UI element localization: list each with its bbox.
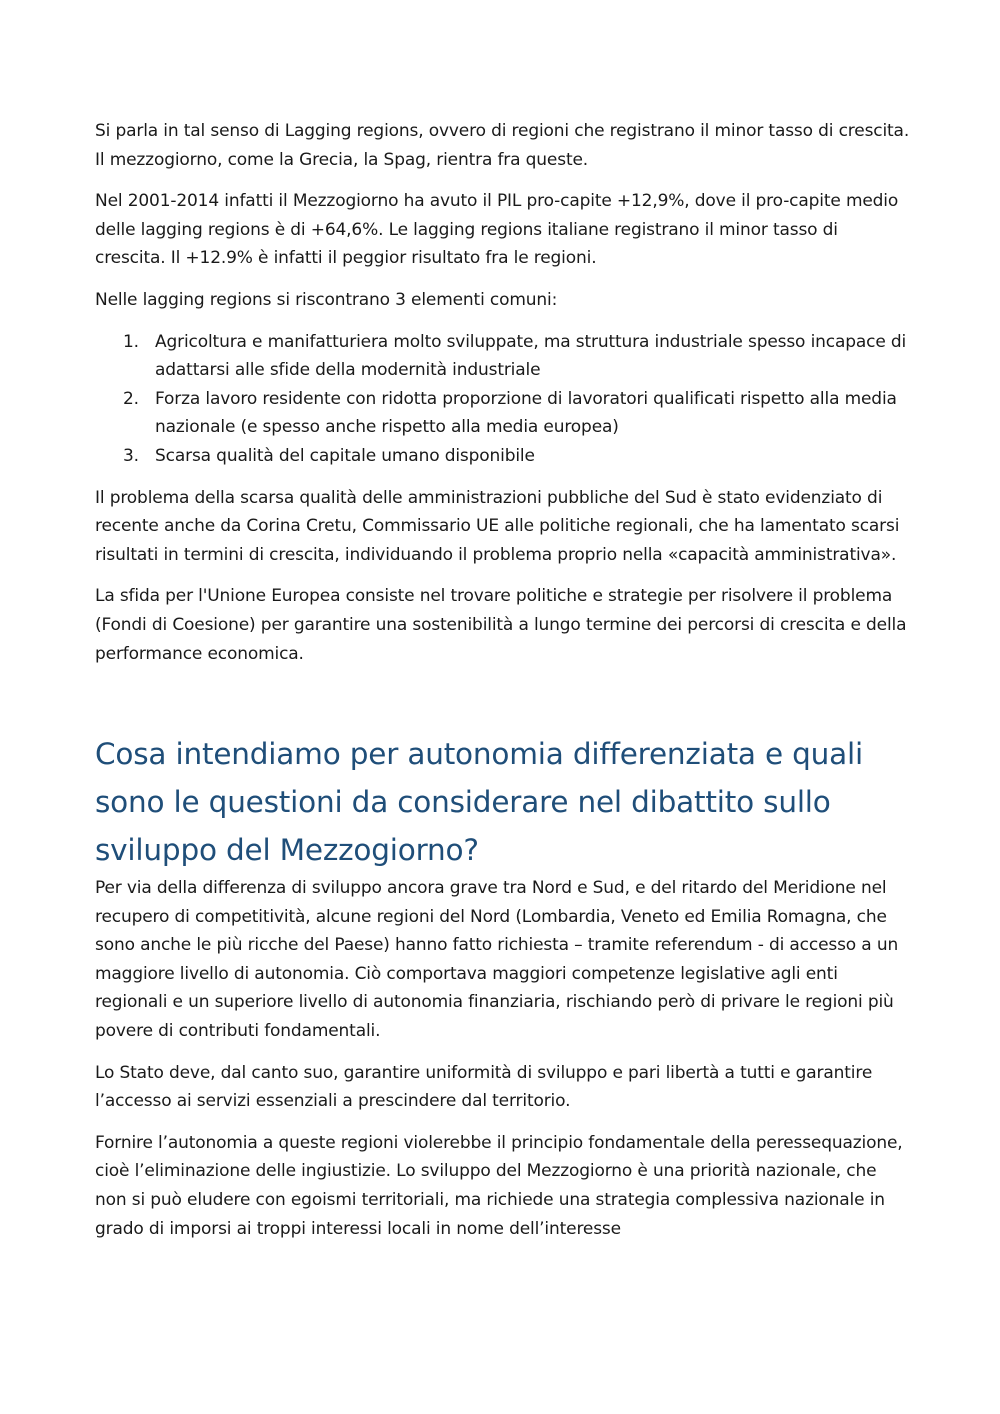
list-item-text: Forza lavoro residente con ridotta proporzione di lavoratori qualificati rispetto alla media nazionale (e spesso anche rispetto alla media europea) xyxy=(155,388,897,438)
list-item xyxy=(95,328,910,385)
paragraph-state-role: Lo Stato deve, dal canto suo, garantire uniformità di sviluppo e pari libertà a tutti e garantire l’accesso ai servizi essenziali a prescindere dal territorio. xyxy=(95,1062,873,1112)
list-item-number: 3. xyxy=(123,445,139,466)
section-heading: Cosa intendiamo per autonomia differenziata e quali sono le questioni da considerare nel dibattito sullo sviluppo del Mezzogiorno? xyxy=(95,737,864,868)
list-item-number: 1. xyxy=(123,331,139,352)
paragraph-common-elements-intro: Nelle lagging regions si riscontrano 3 elementi comuni: xyxy=(95,289,558,310)
paragraph-public-administration: Il problema della scarsa qualità delle amministrazioni pubbliche del Sud è stato evidenziato di recente anche da Corina Cretu, Commissario UE alle politiche regionali, che ha lamentato scarsi risultati in termini di crescita, individuando il problema proprio nella «capacità amministrativa». xyxy=(95,487,900,565)
paragraph-equalization: Fornire l’autonomia a queste regioni violerebbe il principio fondamentale della peressequazione, cioè l’eliminazione delle ingiustizie. Lo sviluppo del Mezzogiorno è una priorità nazionale, che non si può eludere con egoismi territoriali, ma richiede una strategia complessiva nazionale in grado di imporsi ai troppi interessi locali in nome dell’interesse xyxy=(95,1132,903,1239)
paragraph-eu-challenge: La sfida per l'Unione Europea consiste nel trovare politiche e strategie per risolvere il problema (Fondi di Coesione) per garantire una sostenibilità a lungo termine dei percorsi di crescita e della performance economica. xyxy=(95,586,907,664)
paragraph-lagging-regions: Si parla in tal senso di Lagging regions, ovvero di regioni che registrano il minor tasso di crescita. Il mezzogiorno, come la Grecia, la Spag, rientra fra queste. xyxy=(95,121,910,170)
list-item-text: Scarsa qualità del capitale umano disponibile xyxy=(155,445,535,466)
list-item-number: 2. xyxy=(123,388,139,409)
paragraph-pil-statistics: Nel 2001-2014 infatti il Mezzogiorno ha avuto il PIL pro-capite +12,9%, dove il pro-capite medio delle lagging regions è di +64,6%. Le lagging regions italiane registrano il minor tasso di crescita. Il +12.9% è infatti il peggior risultato fra le regioni. xyxy=(95,191,899,269)
common-elements-list xyxy=(95,328,910,471)
list-item xyxy=(95,442,910,471)
list-item xyxy=(95,385,910,442)
document-page xyxy=(95,117,910,1256)
paragraph-north-south-autonomy: Per via della differenza di sviluppo ancora grave tra Nord e Sud, e del ritardo del Meridione nel recupero di competitività, alcune regioni del Nord (Lombardia, Veneto ed Emilia Romagna, che sono anche le più ricche del Paese) hanno fatto richiesta – tramite referendum - di accesso a un maggiore livello di autonomia. Ciò comportava maggiori competenze legislative agli enti regionali e un superiore livello di autonomia finanziaria, rischiando però di privare le regioni più povere di contributi fondamentali. xyxy=(95,878,899,1042)
list-item-text: Agricoltura e manifatturiera molto sviluppate, ma struttura industriale spesso incapace di adattarsi alle sfide della modernità industriale xyxy=(155,331,907,381)
